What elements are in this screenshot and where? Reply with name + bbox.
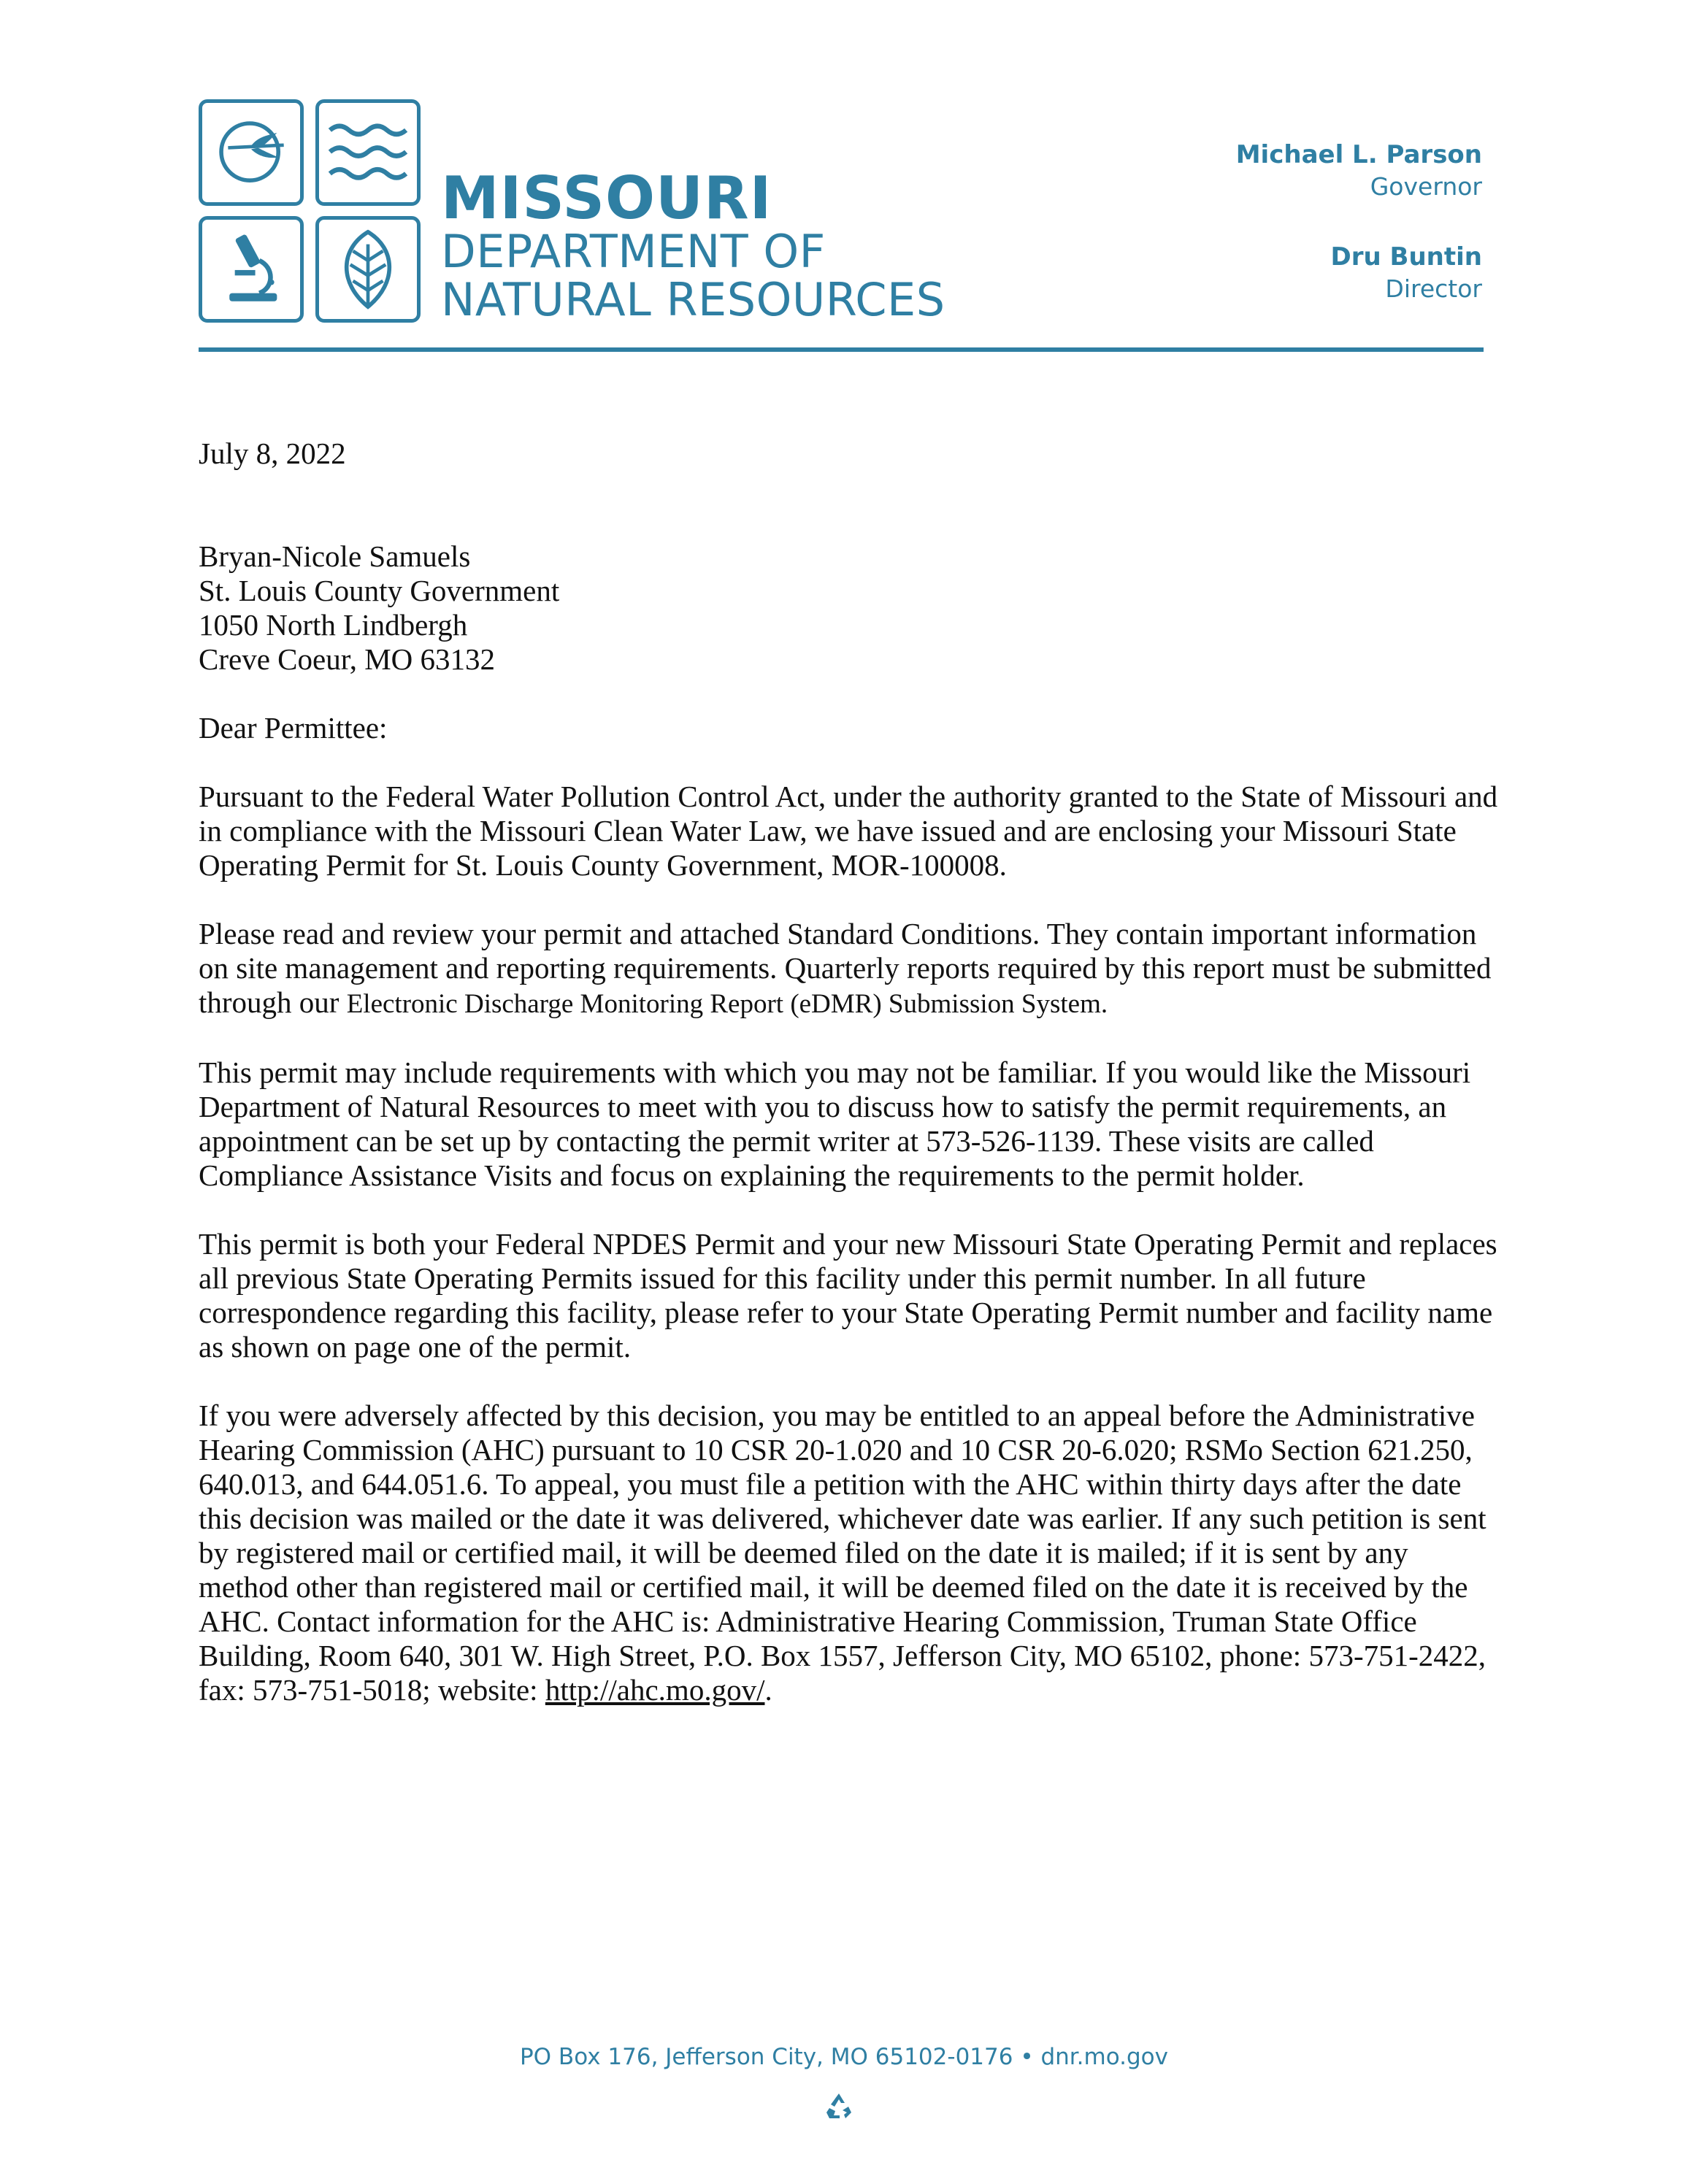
paragraph-appeal-main: If you were adversely affected by this decision, you may be entitled to an appeal before the Administrative Hearing Commission (AHC) pursuant to 10 CSR 20-1.020 and 10 CSR 20-6.020; RSMo Section 621.250, 640.013, and 644.051.6. To appeal, you must file a petition with the AHC within thirty days after the date this decision was mailed or the date it was delivered, whichever date was earlier. If any such petition is sent by registered mail or certified mail, it will be deemed filed on the date it is mailed; if it is sent by any method other than registered mail or certified mail, it will be deemed filed on the date it is received by the AHC. Contact information for the AHC is: Administrative Hearing Commission, Truman State Office Building, Room 640, 301 W. High Street, P.O. Box 1557, Jefferson City, MO 65102, phone: 573-751-2422, fax: 573-751-5018; website:: [199, 1399, 1486, 1707]
agency-dept-line1: DEPARTMENT OF: [441, 225, 826, 278]
ahc-website-link[interactable]: http://ahc.mo.gov/: [545, 1673, 765, 1707]
agency-dept-line2: NATURAL RESOURCES: [441, 273, 945, 326]
footer-address: PO Box 176, Jefferson City, MO 65102-0176 • dnr.mo.gov: [519, 2044, 1168, 2070]
recipient-organization: St. Louis County Government: [199, 574, 560, 607]
salutation: Dear Permittee:: [199, 711, 388, 745]
officials-block: [1236, 139, 1482, 305]
governor-title: Governor: [1370, 172, 1482, 201]
paragraph-review-edmr: Electronic Discharge Monitoring Report (eDMR) Submission System.: [346, 989, 1108, 1019]
recipient-city: Creve Coeur, MO 63132: [199, 642, 496, 676]
letter-body: [199, 437, 1498, 1742]
header-divider: [199, 347, 1484, 352]
agency-name: [441, 164, 945, 326]
paragraph-appeal: [199, 1399, 1498, 1707]
bird-sun-icon: [199, 99, 304, 206]
leaf-icon: [315, 216, 421, 323]
paragraph-review-main: Please read and review your permit and attached Standard Conditions. They contain important information on site management and reporting requirements. Quarterly reports required by this report must be submitted through our: [199, 917, 1492, 1019]
agency-state: MISSOURI: [441, 164, 772, 232]
director-name: Dru Buntin: [1330, 242, 1482, 272]
letter-date: July 8, 2022: [199, 437, 346, 470]
paragraph-review-permit: [199, 917, 1498, 1021]
paragraph-npdes: This permit is both your Federal NPDES Permit and your new Missouri State Operating Permit and replaces all previous State Operating Permits issued for this facility under this permit number. In all future correspondence regarding this facility, please refer to your State Operating Permit number and facility name as shown on page one of the permit.: [199, 1227, 1497, 1364]
paragraph-assistance: This permit may include requirements with which you may not be familiar. If you would like the Missouri Department of Natural Resources to meet with you to discuss how to satisfy the permit requirements, an appointment can be set up by contacting the permit writer at 573-526-1139. These visits are called Compliance Assistance Visits and focus on explaining the requirements to the permit holder.: [199, 1056, 1471, 1192]
paragraph-appeal-end: .: [764, 1673, 772, 1707]
recycle-icon: [824, 2091, 854, 2121]
recipient-address: [199, 539, 1498, 677]
agency-logo: [199, 99, 423, 327]
microscope-icon: [199, 216, 304, 323]
governor-name: Michael L. Parson: [1235, 140, 1482, 169]
director-title: Director: [1385, 274, 1482, 303]
recipient-name: Bryan-Nicole Samuels: [199, 539, 471, 573]
recipient-street: 1050 North Lindbergh: [199, 608, 468, 642]
paragraph-permit-issued: Pursuant to the Federal Water Pollution Control Act, under the authority granted to the State of Missouri and in compliance with the Missouri Clean Water Law, we have issued and are enclosing your Missouri State Operating Permit for St. Louis County Government, MOR-100008.: [199, 780, 1498, 882]
water-waves-icon: [315, 99, 421, 206]
